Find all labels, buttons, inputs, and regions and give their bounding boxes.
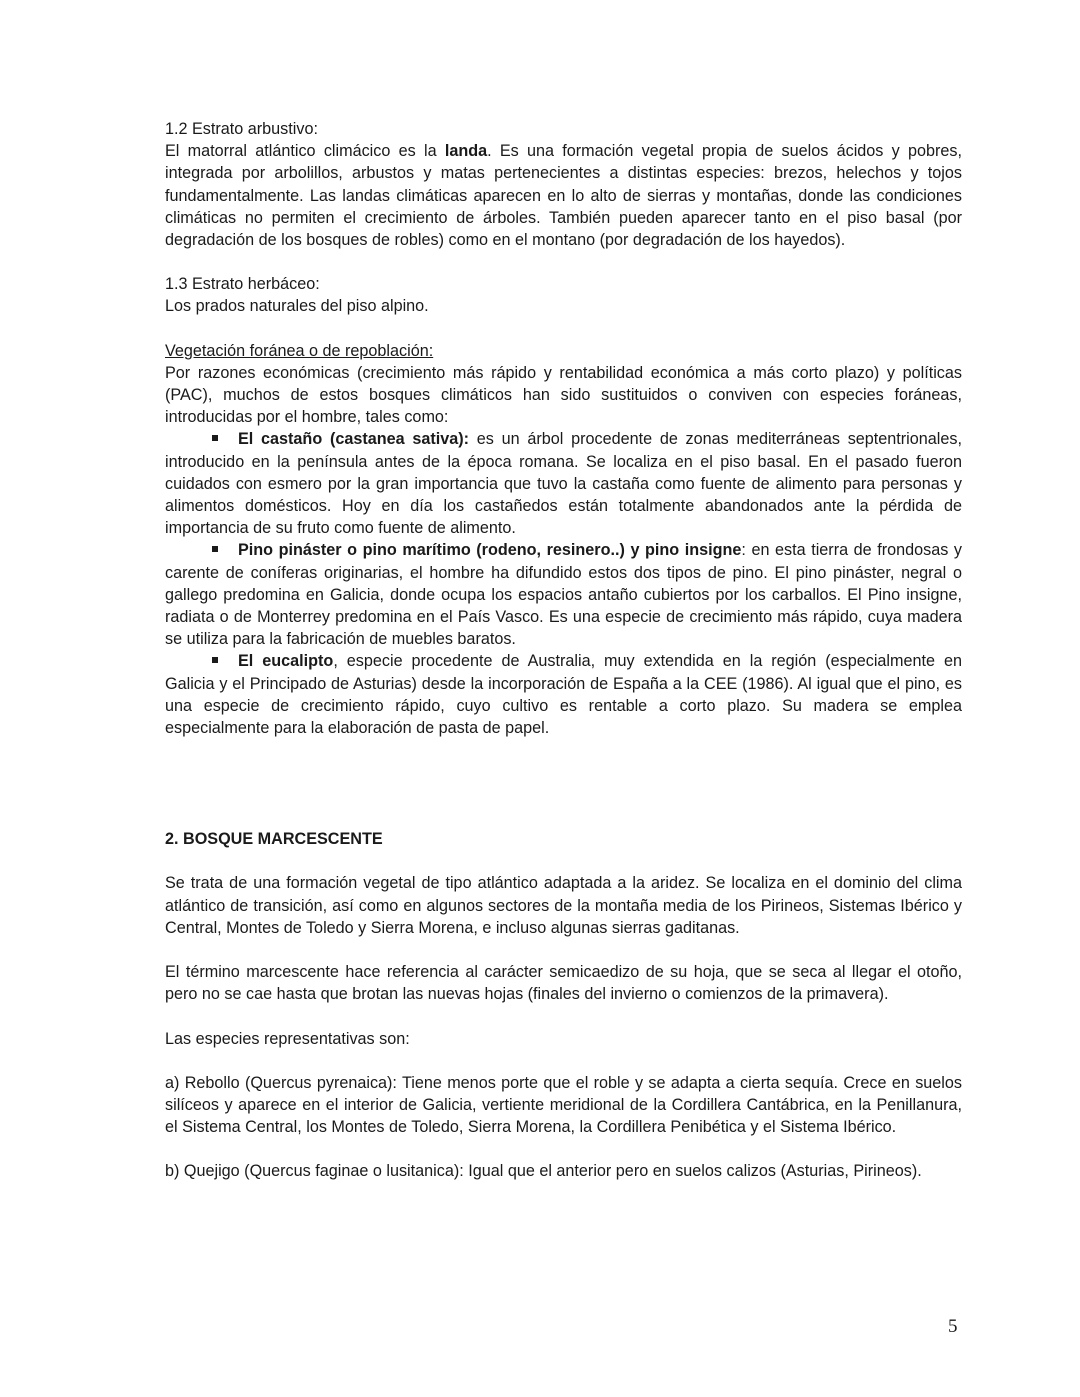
- section-2-paragraph-2: El término marcescente hace referencia al carácter semicaedizo de su hoja, que se seca al llegar el otoño, pero no se cae hasta que brotan las nuevas hojas (finales del invierno o comienzos de la primavera).: [165, 963, 962, 1004]
- list-item-text: , especie procedente de Australia, muy extendida en la región (especialmente en Galicia y el Principado de Asturias) desde la incorporación de España a la CEE (1986). Al igual que el pino, es una especie de crecimiento rápido, cuyo cultivo es rentable a corto plazo. Su madera se emplea especialmente para la elaboración de pasta de papel.: [165, 652, 962, 738]
- section-2-paragraph-1: Se trata de una formación vegetal de tipo atlántico adaptada a la aridez. Se localiza en el dominio del clima atlántico de transición, así como en algunos sectores de la montaña media de los Pirineos, Sistemas Ibérico y Central, Montes de Toledo y Sierra Morena, e incluso algunas sierras gaditanas.: [165, 874, 962, 937]
- species-a-rebollo: a) Rebollo (Quercus pyrenaica): Tiene menos porte que el roble y se adapta a cierta sequía. Crece en suelos silíceos y aparece en el interior de Galicia, vertiente meridional de la Cordillera Cantábrica, en la Penillanura, el Sistema Central, los Montes de Toledo, Sierra Morena, la Cordillera Penibética y el Sistema Ibérico.: [165, 1073, 962, 1137]
- section-2-heading: 2. BOSQUE MARCESCENTE: [165, 830, 383, 849]
- foranea-heading: Vegetación foránea o de repoblación:: [165, 341, 434, 360]
- paragraph-text: El matorral atlántico climácico es la: [165, 142, 445, 161]
- paragraph-text: . Es una formación vegetal propia de suelos ácidos y pobres, integrada por arbolillos, arbustos y matas pertenecientes a distintas especies: brezos, helechos y tojos fundamentalmente. Las landas climáticas aparecen en lo alto de sierras y montañas, donde las condiciones climáticas no permiten el crecimiento de árboles. También pueden aparecer tanto en el piso basal (por degradación de los bosques de robles) como en el montano (por degradación de los hayedos).: [165, 142, 962, 250]
- foranea-intro: Por razones económicas (crecimiento más rápido y rentabilidad económica a más corto plazo) y políticas (PAC), muchos de estos bosques climáticos han sido sustituidos o conviven con especies foráneas, introducidas por el hombre, tales como:: [165, 363, 962, 427]
- section-2-paragraph-3: Las especies representativas son:: [165, 1029, 410, 1048]
- section-1-3-paragraph: Los prados naturales del piso alpino.: [165, 297, 429, 316]
- bold-term-landa: landa: [444, 142, 488, 161]
- list-item-pino: [165, 539, 962, 650]
- list-item-text: : en esta tierra de frondosas y carente de coníferas originarias, el hombre ha difundido estos dos tipos de pino. El pino pináster, negral o gallego predomina en Galicia, donde ocupa los espacios antaño cubiertos por los carballos. El Pino insigne, radiata o de Monterrey predomina en el País Vasco. Es una especie de crecimiento más rápido, cuya madera se utiliza para la fabricación de muebles baratos.: [165, 541, 962, 649]
- section-1-3-heading: 1.3 Estrato herbáceo:: [165, 275, 320, 294]
- square-bullet-icon: [212, 435, 218, 441]
- section-1-2-paragraph: [165, 140, 962, 251]
- list-item-castano: [165, 428, 962, 539]
- species-b-quejigo: b) Quejigo (Quercus faginae o lusitanica): Igual que el anterior pero en suelos calizos (Asturias, Pirineos).: [165, 1162, 922, 1181]
- list-item-term: El eucalipto: [238, 652, 334, 671]
- document-page: [165, 118, 962, 1183]
- page-number: 5: [948, 1316, 958, 1337]
- list-item-text: es un árbol procedente de zonas mediterráneas septentrionales, introducido en la península antes de la época romana. Se localiza en el piso basal. En el pasado fueron cuidados con esmero por la gran importancia que tuvo la castaña como fuente de alimento para personas y alimentos domésticos. Hoy en día los castañedos están totalmente abandonados ante la pérdida de importancia de su fruto como fuente de alimento.: [165, 430, 962, 538]
- list-item-term: El castaño (castanea sativa):: [238, 430, 470, 449]
- square-bullet-icon: [212, 546, 218, 552]
- square-bullet-icon: [212, 657, 218, 663]
- list-item-eucalipto: [165, 650, 962, 739]
- section-1-2-heading: 1.2 Estrato arbustivo:: [165, 120, 318, 138]
- list-item-term: Pino pináster o pino marítimo (rodeno, resinero..) y pino insigne: [238, 541, 742, 560]
